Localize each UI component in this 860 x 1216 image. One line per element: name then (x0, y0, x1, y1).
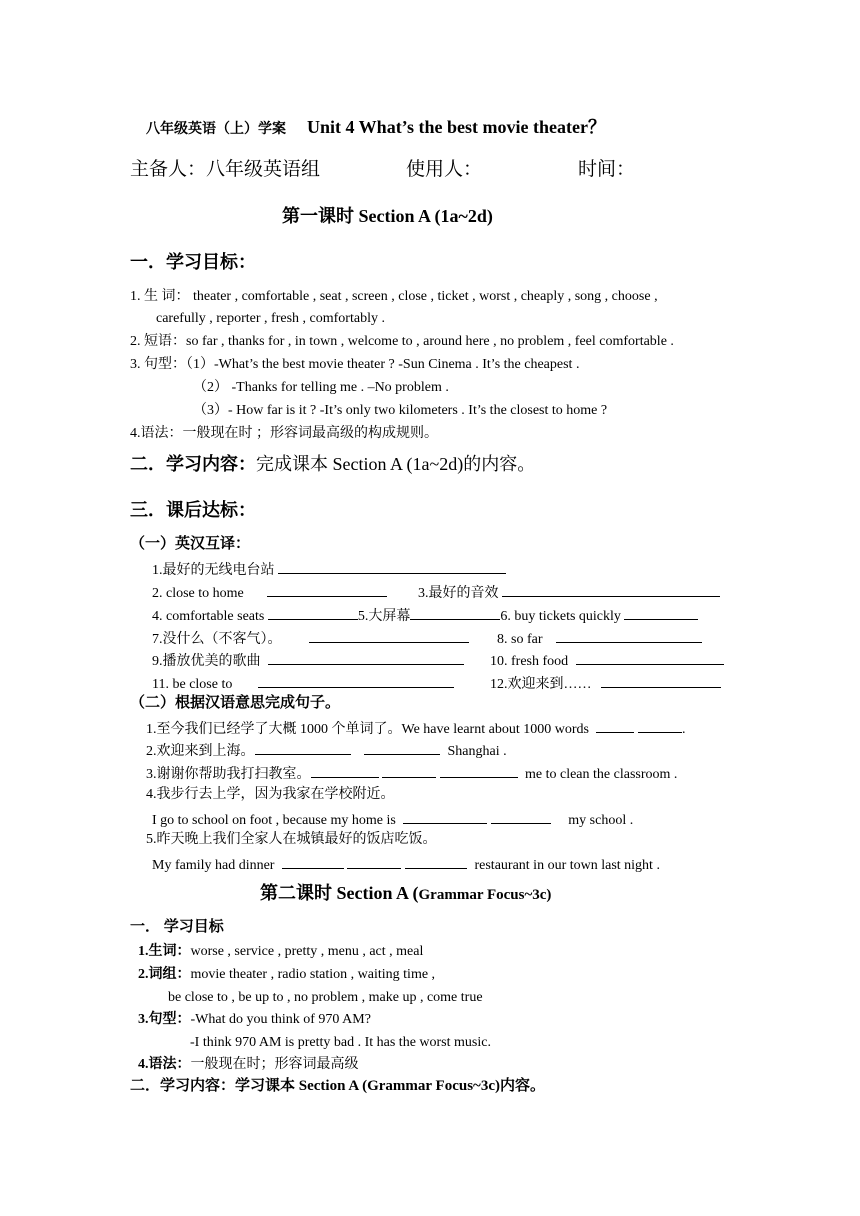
content-text: 完成课本 Section A (1a~2d)的内容。 (256, 454, 536, 474)
content-line (130, 455, 535, 473)
sentence-1-end: . (681, 722, 686, 737)
answer-blank[interactable] (638, 718, 682, 733)
lesson2-heading-range: Grammar Focus~3c) (418, 887, 552, 903)
sentence-3-text: 3.谢谢你帮助我打扫教室。 (146, 767, 311, 782)
sentence-1-text: 1.至今我们已经学了大概 1000 个单词了。We have learnt about 1000 words (146, 722, 589, 737)
translate-item-11 (152, 673, 454, 694)
grammar-text: 一般现在时；形容词最高级 (190, 1057, 359, 1072)
goals-heading: 一．学习目标： (130, 252, 256, 272)
phrases-label: 2.词组： (138, 967, 191, 982)
lesson2-phrases-cont: be close to , be up to , no problem , make up , come true (168, 990, 483, 1005)
lesson2-goals-heading: 一． 学习目标 (130, 919, 224, 935)
answer-blank[interactable] (405, 854, 467, 869)
answer-blank[interactable] (278, 559, 506, 574)
lesson2-words (138, 943, 423, 961)
translate-item-12-text: 12.欢迎来到…… (490, 677, 592, 692)
sentence-5-text: My family had dinner (152, 858, 275, 873)
translate-item-1-text: 1.最好的无线电台站 (152, 563, 275, 578)
translate-item-7-text: 7.没什么（不客气）。 (152, 632, 282, 647)
goal-3-2: （2） -Thanks for telling me . –No problem . (193, 380, 449, 395)
lesson2-phrases (138, 966, 435, 984)
time-line: 时间： (578, 159, 636, 180)
translate-item-4-text: 4. comfortable seats (152, 609, 265, 624)
goal-2: 2. 短语：so far , thanks for , in town , welcome to , around here , no problem , feel comfortable . (130, 334, 674, 349)
translate-item-9 (152, 650, 464, 671)
answer-blank[interactable] (364, 740, 440, 755)
title-chinese: 八年级英语（上）学案 (146, 122, 286, 137)
lesson2-sentences-cont: -I think 970 AM is pretty bad . It has the worst music. (190, 1035, 491, 1050)
sentences-text: -What do you think of 970 AM? (190, 1012, 371, 1027)
answer-blank[interactable] (282, 854, 344, 869)
translate-item-8 (497, 628, 702, 649)
translate-item-7 (152, 628, 469, 649)
sentences-label: 3.句型： (138, 1012, 191, 1027)
answer-blank[interactable] (556, 628, 702, 643)
answer-blank[interactable] (382, 763, 436, 778)
translate-item-8-text: 8. so far (497, 632, 543, 647)
answer-blank[interactable] (309, 628, 469, 643)
sentence-5-cn: 5.昨天晚上我们全家人在城镇最好的饭店吃饭。 (146, 832, 437, 847)
answer-blank[interactable] (403, 809, 487, 824)
goal-3: 3. 句型：（1）-What’s the best movie theater ? -Sun Cinema . It’s the cheapest . (130, 357, 580, 372)
answer-blank[interactable] (576, 650, 724, 665)
sentence-1 (146, 718, 685, 739)
translate-item-12 (490, 673, 721, 694)
answer-blank[interactable] (268, 650, 464, 665)
translate-item-3-text: 3.最好的音效 (418, 586, 499, 601)
phrases-text: movie theater , radio station , waiting time , (190, 967, 436, 982)
goal-3-3: （3）- How far is it ? -It’s only two kilometers . It’s the closest to home ? (193, 403, 608, 418)
answer-blank[interactable] (624, 605, 698, 620)
answer-blank[interactable] (491, 809, 551, 824)
sentence-5-en (152, 854, 660, 875)
lesson2-sentences (138, 1011, 371, 1029)
translate-item-5-text: 5.大屏幕 (357, 609, 411, 624)
sentence-4-en (152, 809, 633, 830)
lesson2-heading-main: 第二课时 Section A ( (260, 883, 419, 903)
answer-blank[interactable] (347, 854, 401, 869)
sentence-4-end: my school . (568, 813, 634, 828)
sentence-4-cn: 4.我步行去上学，因为我家在学校附近。 (146, 787, 395, 802)
translate-item-10-text: 10. fresh food (490, 654, 569, 669)
goal-4: 4.语法：一般现在时 ；形容词最高级的构成规则。 (130, 426, 438, 441)
translate-item-6-text: 6. buy tickets quickly (500, 609, 621, 624)
title-english: Unit 4 What’s the best movie theater？ (307, 117, 606, 137)
lesson1-heading: 第一课时 Section A (1a~2d) (282, 206, 493, 226)
page-title (146, 118, 606, 139)
translate-item-4 (152, 605, 698, 626)
answer-blank[interactable] (258, 673, 454, 688)
answer-blank[interactable] (440, 763, 518, 778)
goal-1: 1. 生 词： theater , comfortable , seat , screen , close , ticket , worst , cheaply , song , choose , (130, 289, 658, 304)
author-line: 主备人：八年级英语组 (130, 159, 321, 180)
sentence-2 (146, 740, 507, 761)
lesson2-heading (260, 884, 551, 904)
lesson2-grammar (138, 1056, 359, 1074)
translate-item-3 (418, 582, 720, 603)
words-text: worse , service , pretty , menu , act , meal (190, 944, 424, 959)
sentence-2-end: Shanghai . (447, 744, 507, 759)
practice-heading: 三．课后达标： (130, 500, 256, 520)
lesson2-content: 二．学习内容：学习课本 Section A (Grammar Focus~3c)内容。 (130, 1078, 545, 1094)
part1-heading: （一）英汉互译： (130, 536, 251, 552)
answer-blank[interactable] (255, 740, 351, 755)
translate-item-10 (490, 650, 724, 671)
translate-item-2-text: 2. close to home (152, 586, 244, 601)
grammar-label: 4.语法： (138, 1057, 191, 1072)
answer-blank[interactable] (502, 582, 720, 597)
answer-blank[interactable] (596, 718, 634, 733)
translate-item-9-text: 9.播放优美的歌曲 (152, 654, 261, 669)
sentence-5-end: restaurant in our town last night . (474, 858, 660, 873)
words-label: 1.生词： (138, 944, 191, 959)
content-heading: 二．学习内容： (130, 454, 256, 474)
answer-blank[interactable] (311, 763, 379, 778)
translate-item-11-text: 11. be close to (152, 677, 233, 692)
sentence-3 (146, 763, 677, 784)
answer-blank[interactable] (268, 605, 358, 620)
sentence-2-text: 2.欢迎来到上海。 (146, 744, 255, 759)
sentence-3-end: me to clean the classroom . (525, 767, 678, 782)
user-line: 使用人： (406, 159, 483, 180)
sentence-4-text: I go to school on foot , because my home is (152, 813, 396, 828)
answer-blank[interactable] (410, 605, 500, 620)
translate-item-1 (152, 559, 506, 580)
part2-heading: （二）根据汉语意思完成句子。 (130, 695, 341, 711)
translate-item-2 (152, 582, 387, 603)
answer-blank[interactable] (267, 582, 387, 597)
answer-blank[interactable] (601, 673, 721, 688)
goal-1-cont: carefully , reporter , fresh , comfortably . (156, 311, 385, 326)
